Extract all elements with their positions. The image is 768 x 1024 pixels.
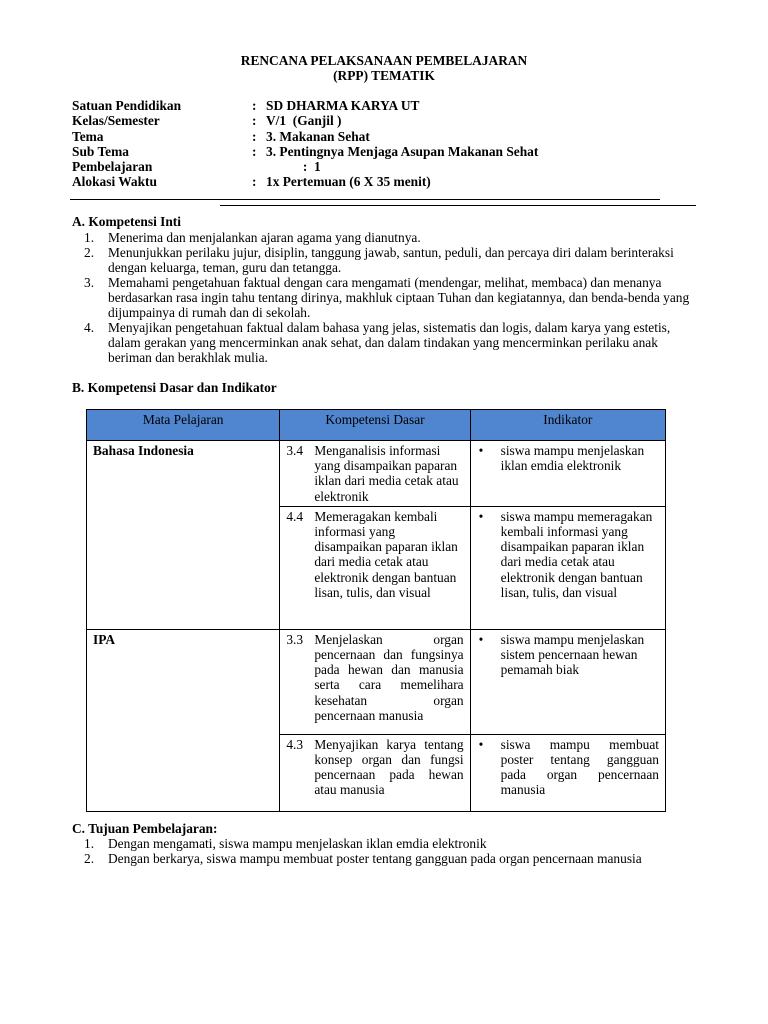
list-number: 1. [84,836,95,851]
list-item [84,230,694,245]
section-a-heading: A. Kompetensi Inti [72,214,181,229]
identity-value: : 1 [266,159,321,175]
list-item [84,851,694,866]
list-item [84,320,694,365]
identity-row [72,129,538,144]
kd-number: 3.3 [286,631,304,647]
identity-colon: : [252,128,257,144]
list-item [84,245,694,275]
identity-row [72,98,538,113]
identity-value: 3. Makanan Sehat [266,128,370,144]
identity-row [72,113,538,128]
identity-colon [252,159,266,174]
list-text: Dengan mengamati, siswa mampu menjelaskan iklan emdia elektronik [108,836,487,851]
bullet-icon: • [478,736,484,752]
kd-text: Memeragakan kembali informasi yang disampaikan paparan iklan dari media cetak atau elektronik dengan bantuan lisan, tulis, dan visual [314,508,458,600]
document-subtitle: (RPP) TEMATIK [333,68,435,83]
identity-colon: : [252,143,257,159]
indicator-text: siswa mampu memeragakan kembali informasi yang disampaikan paparan iklan dari media cetak atau elektronik dengan bantuan lisan, tulis, dan visual [500,508,653,600]
document-title: RENCANA PELAKSANAAN PEMBELAJARAN [240,53,528,68]
list-number: 1. [84,230,95,245]
indicator-text: siswa mampu membuat poster tentang gangguan pada organ pencernaan manusia [500,736,659,798]
identity-row [72,174,538,189]
identity-colon: : [252,174,257,190]
identity-value: 3. Pentingnya Menjaga Asupan Makanan Sehat [266,143,539,159]
kd-text: Menyajikan karya tentang konsep organ dan fungsi pencernaan pada hewan atau manusia [314,736,464,798]
bullet-icon: • [478,443,484,458]
list-text: Memahami pengetahuan faktual dengan cara mengamati (mendengar, melihat, membaca) dan menanya berdasarkan rasa ingin tahu tentang dirinya, makhluk ciptaan Tuhan dan kegiatannya, dan benda-benda yang dijumpainya di rumah dan di sekolah. [108,275,690,320]
identity-row [72,159,538,174]
kd-number: 4.3 [286,736,304,752]
list-number: 2. [84,245,95,260]
indicator-cell [470,629,665,734]
list-number: 4. [84,320,95,335]
indicator-text: siswa mampu menjelaskan iklan emdia elektronik [500,443,645,474]
kd-cell [280,506,470,629]
identity-colon: : [252,98,257,113]
divider-line [220,205,696,206]
indicator-text: siswa mampu menjelaskan sistem pencernaan hewan pemamah biak [500,631,645,678]
identity-label: Pembelajaran [72,159,153,175]
identity-value: 1x Pertemuan (6 X 35 menit) [266,174,431,190]
identity-value: V/1 (Ganjil ) [266,113,342,129]
list-text: Menerima dan menjalankan ajaran agama yang dianutnya. [108,230,421,245]
list-text: Menyajikan pengetahuan faktual dalam bahasa yang jelas, sistematis dan logis, dalam karya yang estetis, dalam gerakan yang mencerminkan anak sehat, dan dalam tindakan yang mencerminkan perilaku anak beriman dan berakhlak mulia. [108,320,671,365]
bullet-icon: • [478,631,484,647]
kd-number: 4.4 [286,508,304,524]
list-number: 3. [84,275,95,290]
indicator-cell [470,734,665,811]
kompetensi-inti-list [84,230,694,365]
identity-colon: : [252,113,257,129]
indicator-cell [470,506,665,629]
kd-cell [280,734,470,811]
indicator-cell [470,441,665,507]
list-text: Dengan berkarya, siswa mampu membuat poster tentang gangguan pada organ pencernaan manusia [108,851,642,866]
kompetensi-table [86,409,666,812]
list-item [84,275,694,320]
table-header-row [87,410,666,441]
list-item [84,836,694,851]
identity-label: Tema [72,128,104,144]
kd-cell [280,629,470,734]
kd-cell [280,441,470,507]
section-c-heading: C. Tujuan Pembelajaran: [72,821,218,836]
table-row [87,441,666,507]
bullet-icon: • [478,508,484,524]
subject-cell: Bahasa Indonesia [87,441,280,630]
identity-value: SD DHARMA KARYA UT [266,98,420,113]
table-header-indicator: Indikator [470,410,665,441]
identity-label: Sub Tema [72,143,129,159]
list-text: Menunjukkan perilaku jujur, disiplin, tanggung jawab, santun, peduli, dan percaya diri dalam berinteraksi dengan keluarga, teman, guru dan tetangga. [108,245,674,275]
kd-text: Menganalisis informasi yang disampaikan paparan iklan dari media cetak atau elektronik [314,443,459,504]
identity-block [72,98,538,190]
divider-line [70,199,660,200]
table-row [87,629,666,734]
subject-cell: IPA [87,629,280,811]
table-header-subject: Mata Pelajaran [87,410,280,441]
identity-label: Kelas/Semester [72,113,160,129]
section-b-heading: B. Kompetensi Dasar dan Indikator [72,380,277,395]
kd-number: 3.4 [286,443,304,458]
identity-row [72,144,538,159]
table-header-kd: Kompetensi Dasar [280,410,470,441]
list-number: 2. [84,851,95,866]
identity-label: Alokasi Waktu [72,174,157,190]
identity-label: Satuan Pendidikan [72,98,182,113]
tujuan-list [84,836,694,866]
kd-text: Menjelaskan organ pencernaan dan fungsinya pada hewan dan manusia serta cara memelihara kesehatan organ pencernaan manusia [314,631,464,723]
